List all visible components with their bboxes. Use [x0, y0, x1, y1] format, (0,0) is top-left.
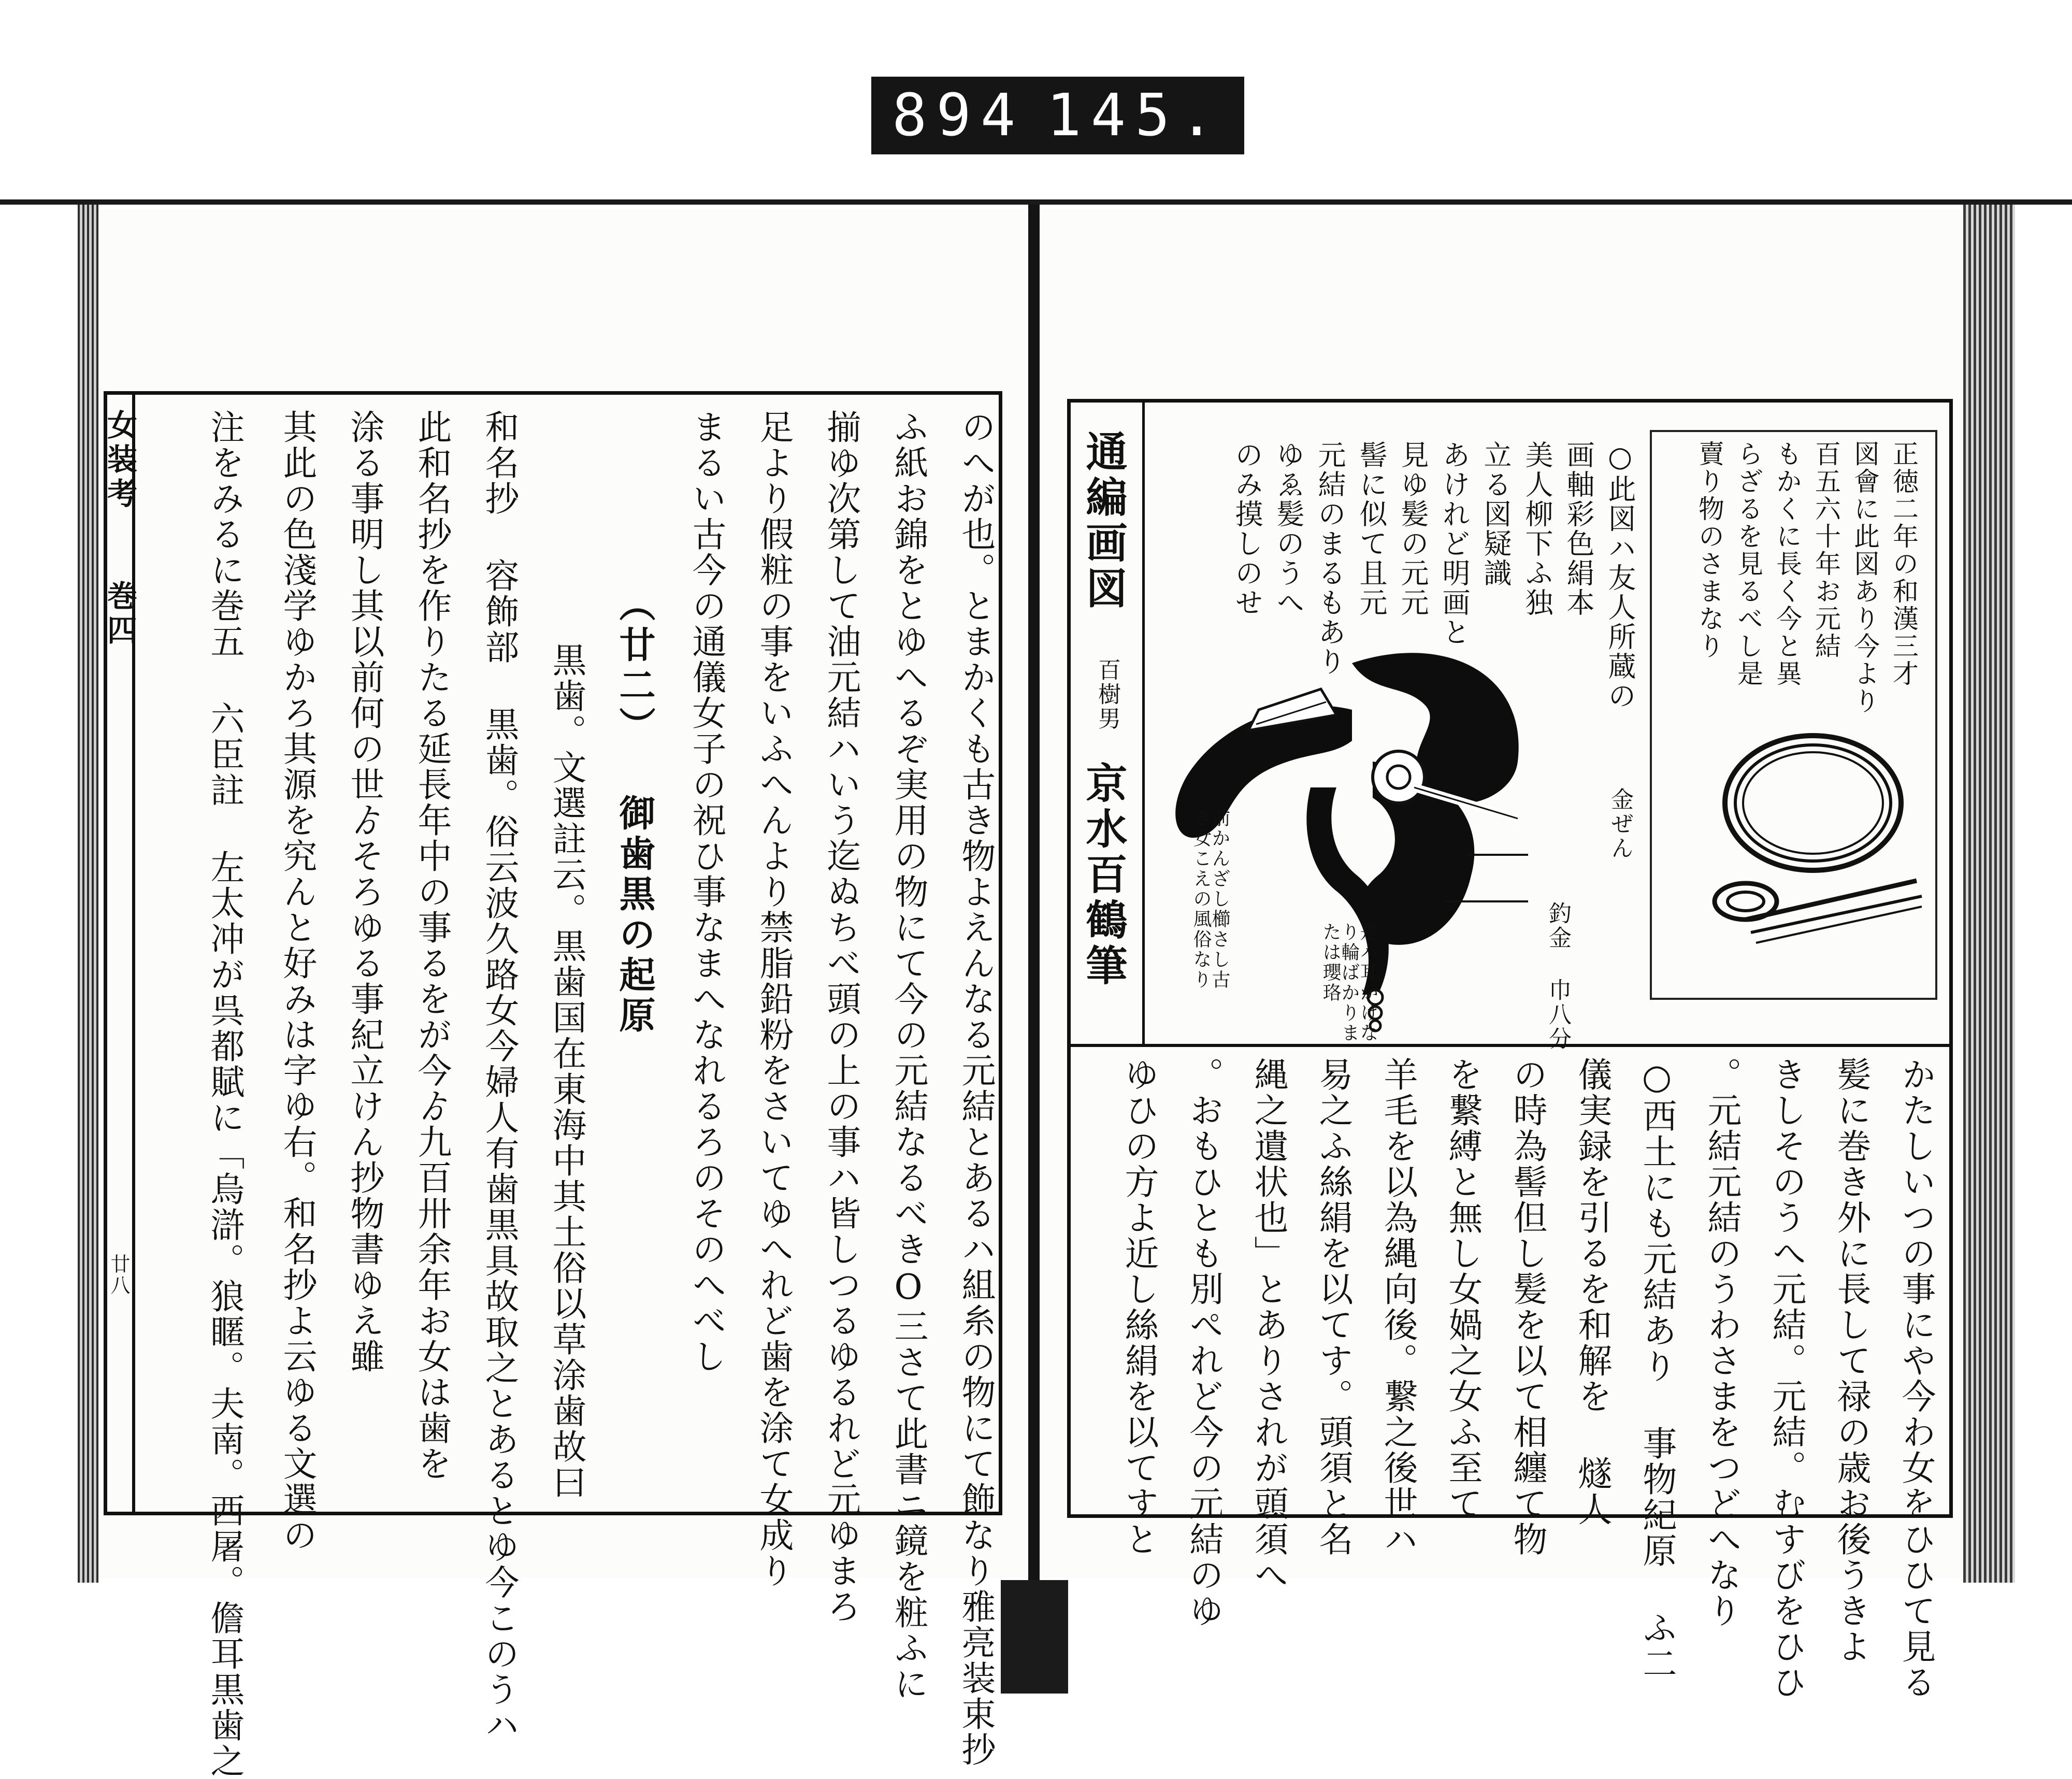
call-number-right: 145.: [1046, 82, 1224, 149]
middle-note-8: 元結のまるもあり: [1314, 440, 1346, 677]
book-title-header: 女装考: [102, 409, 137, 512]
middle-note-9: ゆゑ髪のうへ: [1272, 440, 1305, 618]
spine-shadow: [1001, 1580, 1068, 1694]
lower-column-4: 。元結元結のうわさまをつどへなり: [1702, 1057, 1742, 1629]
inset-note-4: もかくに長く今と異: [1772, 440, 1802, 687]
label-earring-note: 是ハ耳かけなり輪ばかりまたは瓔珞: [1320, 922, 1378, 1043]
illustration-title: 通編画図: [1079, 430, 1128, 612]
left-column-9: 此和名抄を作りたる延長年中の事るをが今ゟ九百卅余年お女は歯を: [412, 409, 452, 1482]
left-column-3: 揃ゆ次第して油元結ハいう迄ぬちべ頭の上の事ハ皆しつるゆるれど元ゆまろ: [821, 409, 861, 1625]
lower-column-7: の時為髻但し髪を以て相纏て物: [1507, 1057, 1547, 1557]
lower-column-6: 儀実録を引るを和解を 燧人: [1572, 1057, 1612, 1527]
middle-note-5: あけれど明画と: [1438, 440, 1471, 647]
lower-column-3: きしそのうへ元結。元結。むすびをひひ: [1766, 1057, 1806, 1700]
right-title-rule: [1142, 399, 1145, 1044]
middle-note-1: ○此図ハ友人所蔵の: [1604, 440, 1636, 711]
lower-column-8: を繋縛と無し女媧之女ふ至て: [1443, 1057, 1483, 1522]
left-column-1: のへが也。とまかくも古き物よえんなる元結とあるハ組糸の物にて飾なり雅亮装束抄: [956, 409, 996, 1768]
lower-column-2: 髪に巻き外に長して禄の歳お後うきよ: [1831, 1057, 1871, 1665]
middle-note-4: 立る図疑識: [1479, 440, 1512, 588]
middle-note-2: 画軸彩色絹本: [1562, 440, 1595, 618]
lower-column-1: かたしいつの事にや今わ女をひひて見る: [1896, 1057, 1936, 1700]
illustration-author-small: 百樹男: [1094, 658, 1120, 731]
label-comb-note: 前かんざし櫛さし古き女こえの風俗なり: [1190, 808, 1230, 990]
left-column-10: 涂る事明し其以前何の世ゟそろゆる事紀立けん抄物書ゆえ雖: [344, 409, 384, 1374]
lower-column-13: ゆひの方よ近し絲絹を以てすと: [1119, 1057, 1159, 1557]
folio-number: 廿八: [107, 1254, 130, 1296]
lower-column-10: 易之ふ絲絹を以てす。頭須と名: [1313, 1057, 1353, 1557]
left-column-8: 和名抄 容飾部 黒歯。俗云波久路女今婦人有歯黒具故取之とあるとゆ今このうハ: [479, 409, 519, 1743]
scan-top-rule: [0, 199, 2072, 205]
left-column-4: 足より假粧の事をいふへんより禁脂鉛粉をさいてゆへれど歯を涂て女成り: [754, 409, 794, 1589]
left-page-edge: [78, 205, 98, 1583]
middle-note-7: 髻に似て且元: [1355, 440, 1388, 618]
left-column-12: 注をみるに巻五 六臣註 左太冲が呉都賦に「烏滸。狼䁥。夫南。西屠。儋耳黒歯之: [205, 409, 244, 1779]
middle-note-3: 美人柳下ふ独: [1521, 440, 1553, 618]
middle-note-10: のみ摸しのせ: [1231, 440, 1263, 618]
motoyui-cord-illustration: [1689, 725, 1927, 974]
call-number-label: [871, 77, 1244, 154]
left-column-11: 其此の色淺学ゆかろ其源を究んと好みは字ゆ右。和名抄よ云ゆる文選の: [277, 409, 317, 1553]
left-column-5: まるい古今の通儀女子の祝ひ事なまへなれるろのそのへべし: [686, 409, 726, 1374]
label-gold-cord: 釣金 巾八分: [1545, 901, 1571, 1051]
call-number-left: 894: [892, 82, 1025, 149]
right-horizontal-rule: [1067, 1044, 1953, 1047]
inset-note-6: 賣り物のさまなり: [1694, 440, 1724, 660]
illustration-author: 京水百鶴筆: [1079, 762, 1128, 989]
left-header-rule: [132, 391, 135, 1515]
lower-column-11: 縄之遺状也」とありされが頭須へ: [1248, 1057, 1288, 1593]
book-spine: [1028, 205, 1040, 1583]
lower-column-12: 。おもひとも別ぺれど今の元結のゆ: [1184, 1057, 1224, 1629]
label-gold: 金ぜん: [1607, 787, 1633, 860]
inset-note-2: 図會に此図あり今より: [1850, 440, 1880, 715]
inset-note-1: 正徳二年の和漢三才: [1889, 440, 1919, 687]
left-column-7: 黒歯。文選註云。黒歯国在東海中其土俗以草涂歯故曰: [546, 642, 586, 1500]
left-column-2: ふ紙お錦をとゆへるぞ実用の物にて今の元結なるべきO三さて此書ニ鏡を粧ふに: [888, 409, 928, 1702]
middle-note-6: 見ゆ髪の元元: [1397, 440, 1429, 618]
lower-column-9: 羊毛を以為縄向後。繋之後世ハ: [1378, 1057, 1418, 1557]
right-page-edge: [1963, 205, 2015, 1583]
inset-note-3: 百五六十年お元結: [1811, 440, 1841, 660]
volume-header: 巻四: [102, 580, 137, 649]
inset-note-5: らざるを見るべし是: [1733, 440, 1763, 687]
lower-column-5: ○西土にも元結あり 事物紀原 ふ二: [1637, 1057, 1677, 1682]
section-heading: （廿二） 御歯黒の起原: [613, 585, 656, 1037]
